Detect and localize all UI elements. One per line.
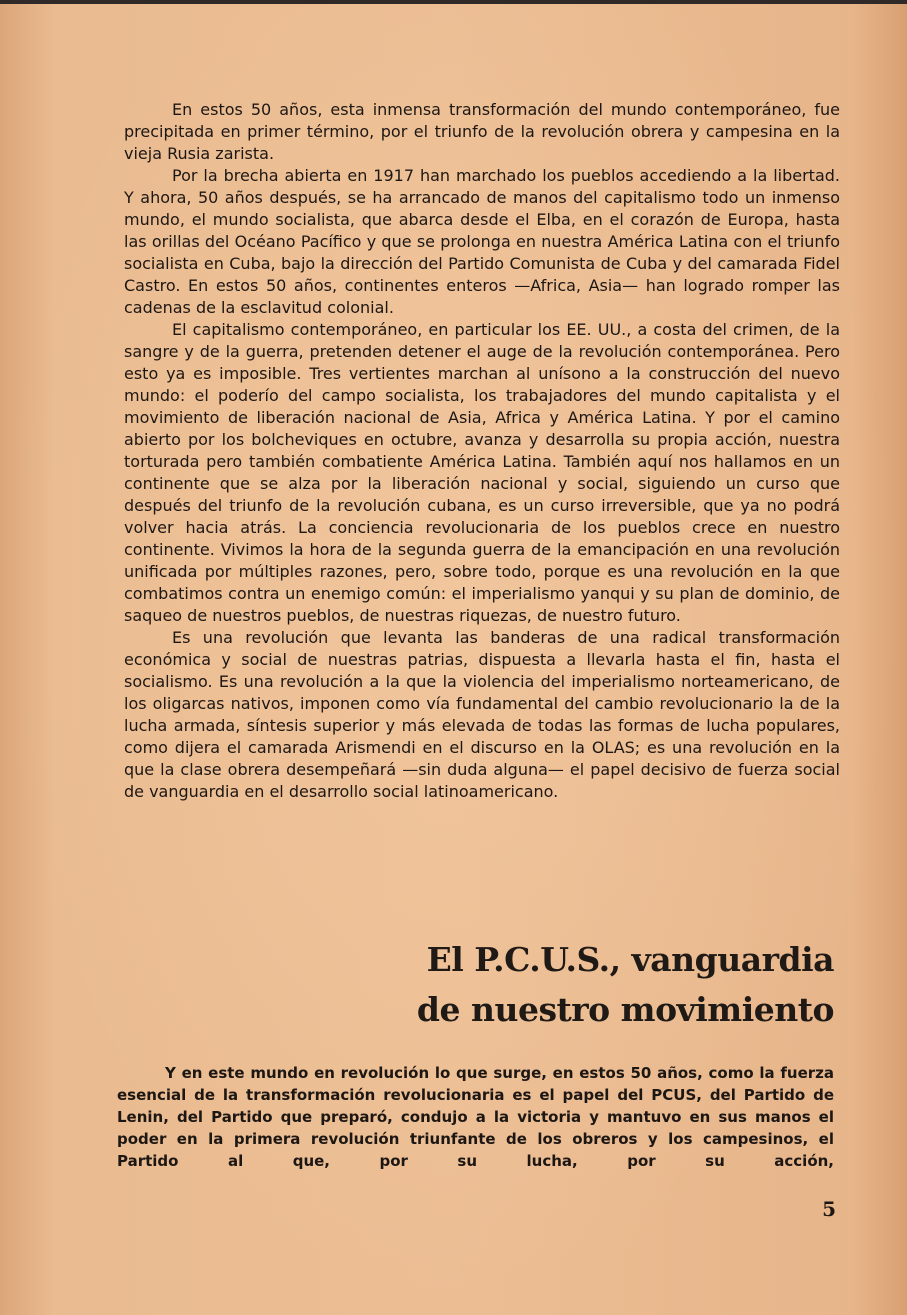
- paragraph-2: Por la brecha abierta en 1917 han marchado los pueblos accediendo a la libertad. Y ahora, 50 años después, se ha arrancado de manos del capitalismo todo un inmenso mundo, el mundo socialista, que abarca desde el Elba, en el corazón de Europa, hasta las orillas del Océano Pacífico y que se prolonga en nuestra América Latina con el triunfo socialista en Cuba, bajo la dirección del Partido Comunista de Cuba y del camarada Fidel Castro. En estos 50 años, continentes enteros —Africa, Asia— han logrado romper las cadenas de la esclavitud colonial.: [124, 166, 840, 317]
- page-top-edge: [0, 0, 907, 4]
- body-text: [124, 99, 840, 803]
- lead-text: [117, 1062, 834, 1172]
- paragraph-4: Es una revolución que levanta las banderas de una radical transformación económica y social de nuestras patrias, dispuesta a llevarla hasta el fin, hasta el socialismo. Es una revolución a la que la violencia del imperialismo norteamericano, de los oligarcas nativos, imponen como vía fundamental del cambio revolucionario la de la lucha armada, síntesis superior y más elevada de todas las formas de lucha populares, como dijera el camarada Arismendi en el discurso en la OLAS; es una revolución en la que la clase obrera desempeñará —sin duda alguna— el papel decisivo de fuerza social de vanguardia en el desarrollo social latinoamericano.: [124, 628, 840, 801]
- section-heading-line-2: de nuestro movimiento: [416, 990, 834, 1029]
- paragraph-3: El capitalismo contemporáneo, en particular los EE. UU., a costa del crimen, de la sangre y de la guerra, pretenden detener el auge de la revolución contemporánea. Pero esto ya es imposible. Tres vertientes marchan al unísono a la construcción del nuevo mundo: el poderío del campo socialista, los trabajadores del mundo capitalista y el movimiento de liberación nacional de Asia, Africa y América Latina. Y por el camino abierto por los bolcheviques en octubre, avanza y desarrolla su propia acción, nuestra torturada pero también combatiente América Latina. También aquí nos hallamos en un continente que se alza por la liberación nacional y social, siguiendo un curso que después del triunfo de la revolución cubana, es un curso irreversible, que ya no podrá volver hacia atrás. La conciencia revolucionaria de los pueblos crece en nuestro continente. Vivimos la hora de la segunda guerra de la emancipación en una revolución unificada por múltiples razones, pero, sobre todo, porque es una revolución en la que combatimos contra un enemigo común: el imperialismo yanqui y su plan de dominio, de saqueo de nuestros pueblos, de nuestras riquezas, de nuestro futuro.: [124, 320, 840, 625]
- section-heading-line-1: El P.C.U.S., vanguardia: [426, 940, 834, 979]
- page-number: 5: [822, 1197, 836, 1221]
- paragraph-1: En estos 50 años, esta inmensa transformación del mundo contemporáneo, fue precipitada en primer término, por el triunfo de la revolución obrera y campesina en la vieja Rusia zarista.: [124, 100, 840, 163]
- section-heading: [400, 935, 834, 1035]
- lead-paragraph: Y en este mundo en revolución lo que surge, en estos 50 años, como la fuerza esencial de la transformación revolucionaria es el papel del PCUS, del Partido de Lenin, del Partido que preparó, condujo a la victoria y mantuvo en sus manos el poder en la primera revolución triunfante de los obreros y los campesinos, el Partido al que, por su lucha, por su acción,: [117, 1064, 834, 1170]
